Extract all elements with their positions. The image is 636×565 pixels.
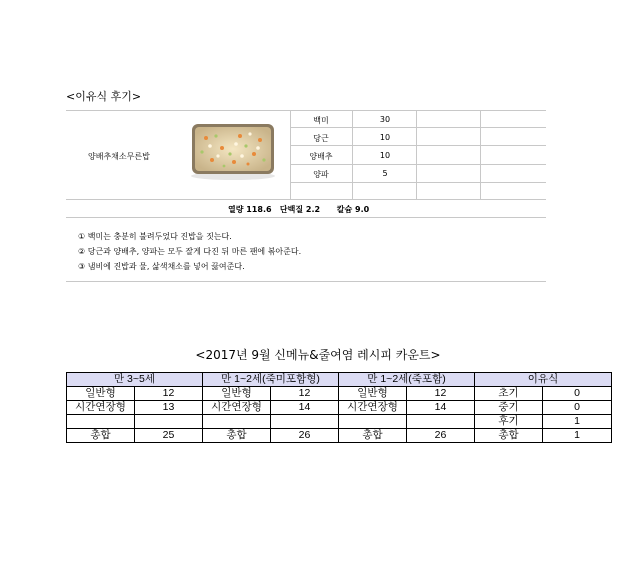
ingredient-amount: 30 <box>379 115 391 124</box>
table-cell: 25 <box>135 429 203 443</box>
header-cell: 만 3~5세 <box>67 373 203 387</box>
table-cell: 총합 <box>475 429 543 443</box>
table-cell: 중기 <box>475 401 543 415</box>
ingredient-name: 양파 <box>313 170 329 179</box>
divider <box>416 110 417 199</box>
header-cell: 이유식 <box>475 373 612 387</box>
recipe-step: ① 백미는 충분히 불려두었다 진밥을 짓는다. <box>78 232 232 241</box>
divider <box>66 199 546 200</box>
divider <box>66 110 546 111</box>
table-cell: 일반형 <box>203 387 271 401</box>
divider <box>66 281 546 282</box>
table-cell: 12 <box>135 387 203 401</box>
table-cell: 총합 <box>339 429 407 443</box>
count-table <box>66 372 612 443</box>
table-cell <box>339 415 407 429</box>
header-cell: 만 1~2세(죽포함) <box>339 373 475 387</box>
divider <box>290 164 546 165</box>
header-cell: 만 1~2세(죽미포함형) <box>203 373 339 387</box>
table-cell <box>271 415 339 429</box>
table-cell: 0 <box>543 387 612 401</box>
table-cell: 시간연장형 <box>203 401 271 415</box>
table-row <box>67 415 612 429</box>
table-cell: 26 <box>271 429 339 443</box>
table-cell: 일반형 <box>339 387 407 401</box>
ingredient-name: 당근 <box>313 134 329 143</box>
protein-value: 단백질 2.2 <box>279 205 321 214</box>
table-cell: 후기 <box>475 415 543 429</box>
divider <box>290 145 546 146</box>
nutrition-line <box>228 204 369 215</box>
divider <box>290 110 291 199</box>
table-cell: 0 <box>543 401 612 415</box>
table-cell <box>67 415 135 429</box>
ingredient-amount: 10 <box>379 151 391 160</box>
table-row <box>67 387 612 401</box>
table-header-row <box>67 373 612 387</box>
ingredient-amount: 10 <box>379 133 391 142</box>
table-cell: 1 <box>543 429 612 443</box>
divider <box>290 182 546 183</box>
divider <box>290 127 546 128</box>
ingredient-name: 백미 <box>313 116 329 125</box>
table-cell: 14 <box>271 401 339 415</box>
table-cell: 시간연장형 <box>339 401 407 415</box>
calorie-value: 열량 118.6 <box>228 205 272 214</box>
table-cell: 14 <box>407 401 475 415</box>
table-cell <box>407 415 475 429</box>
recipe-step: ③ 냄비에 진밥과 물, 삶색채소를 넣어 끓여준다. <box>78 262 245 271</box>
table-cell: 1 <box>543 415 612 429</box>
divider <box>66 217 546 218</box>
table-cell: 26 <box>407 429 475 443</box>
divider <box>352 110 353 199</box>
table-cell: 13 <box>135 401 203 415</box>
table-cell: 12 <box>271 387 339 401</box>
table-row <box>67 401 612 415</box>
ingredient-name: 양배추 <box>309 152 333 161</box>
recipe-section-title: <이유식 후기> <box>66 90 142 103</box>
food-photo <box>188 120 278 182</box>
table-cell: 총합 <box>203 429 271 443</box>
table-cell: 시간연장형 <box>67 401 135 415</box>
table-cell: 일반형 <box>67 387 135 401</box>
table-cell: 12 <box>407 387 475 401</box>
calcium-value: 칼슘 9.0 <box>336 205 370 214</box>
table-cell: 총합 <box>67 429 135 443</box>
count-title: <2017년 9월 신메뉴&줄여염 레시피 카운트> <box>195 348 441 362</box>
table-cell <box>203 415 271 429</box>
table-row <box>67 429 612 443</box>
divider <box>480 110 481 199</box>
menu-name: 양배추채소무른밥 <box>88 152 150 161</box>
table-cell <box>135 415 203 429</box>
table-cell: 초기 <box>475 387 543 401</box>
recipe-step: ② 당근과 양배추, 양파는 모두 잘게 다진 뒤 마른 팬에 볶아준다. <box>78 247 302 256</box>
ingredient-amount: 5 <box>382 169 388 178</box>
